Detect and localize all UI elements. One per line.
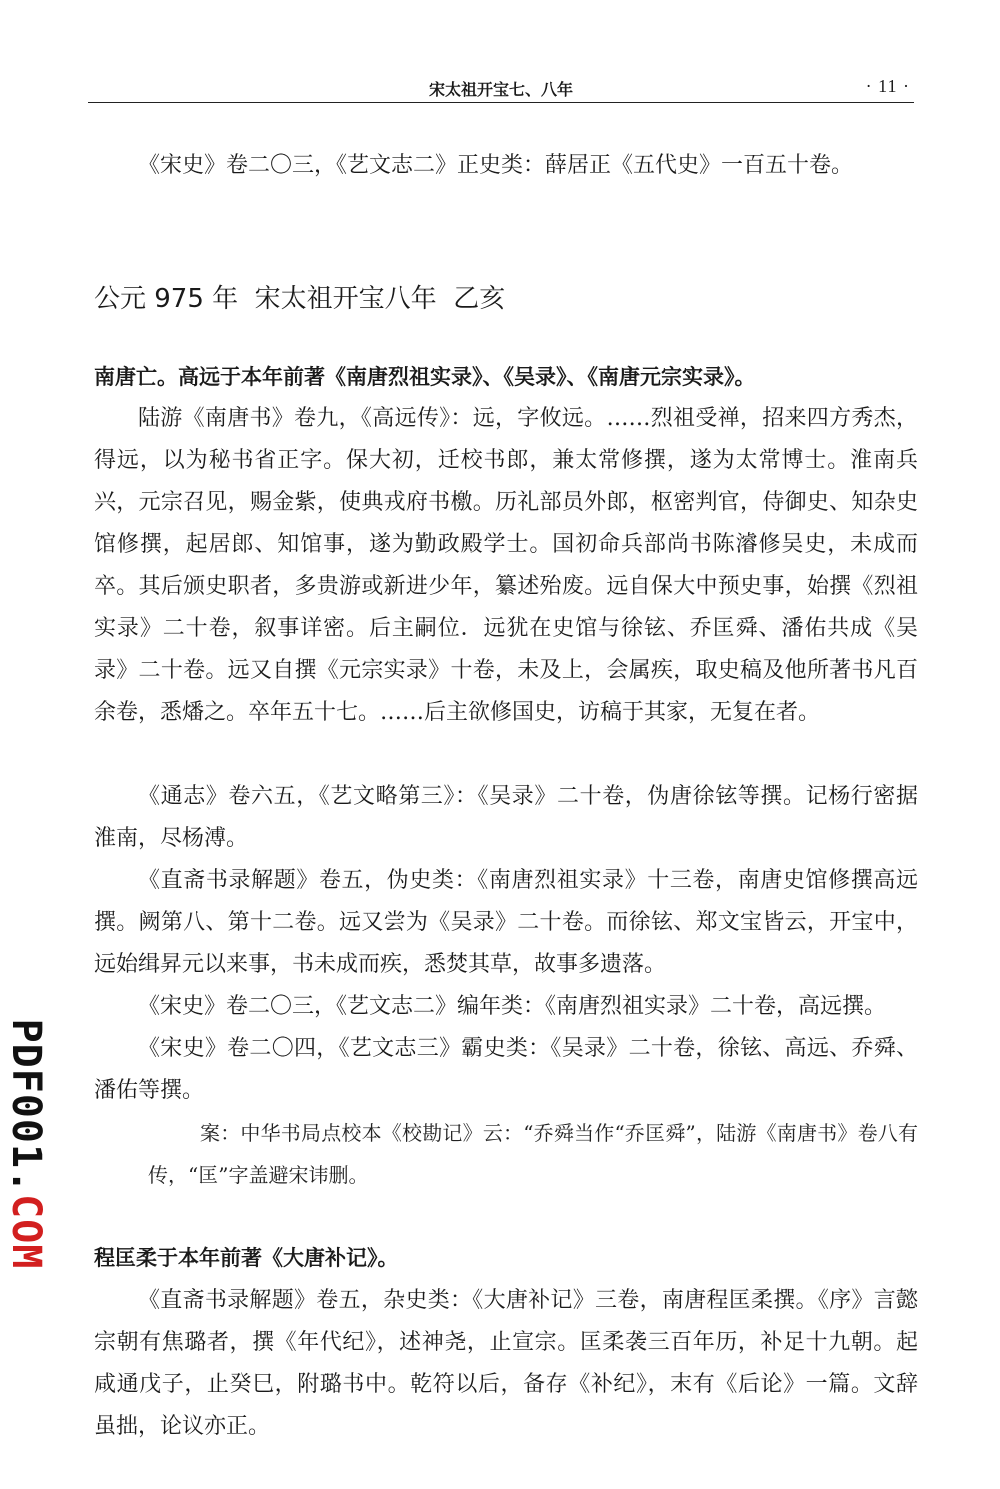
paragraph-tongzhi: 《通志》卷六五，《艺文略第三》：《吴录》二十卷，伪唐徐铉等撰。记杨行密据淮南，尽杨溥。 [94, 784, 918, 851]
paragraph-lu-you: 陆游《南唐书》卷九，《高远传》：远，字攸远。……烈祖受禅，招来四方秀杰，得远，以为秘书省正字。保大初，迁校书郎，兼太常修撰，遂为太常博士。淮南兵兴，元宗召见，赐金紫，使典戎府书檄。历礼部员外郎，枢密判官，侍御史、知杂史馆修撰，起居郎、知馆事，遂为勤政殿学士。国初命兵部尚书陈濬修吴史，未成而卒。其后颁史职者，多贵游或新进少年，纂述殆废。远自保大中预史事，始撰《烈祖实录》二十卷，叙事详密。后主嗣位．远犹在史馆与徐铉、乔匡舜、潘佑共成《吴录》二十卷。远又自撰《元宗实录》十卷，未及上，会属疾，取史稿及他所著书凡百余卷，悉燔之。卒年五十七。……后主欲修国史，访稿于其家，无复在者。 [94, 406, 918, 725]
year-heading: 公元 975 年 宋太祖开宝八年 乙亥 [94, 284, 506, 314]
paragraph-songshi-203: 《宋史》卷二〇三，《艺文志二》编年类：《南唐烈祖实录》二十卷，高远撰。 [138, 994, 887, 1019]
running-title: 宋太祖开宝七、八年 [428, 80, 573, 99]
watermark-text [3, 1019, 49, 1270]
watermark-part-2: COM [3, 1194, 49, 1270]
watermark [2, 1018, 50, 1270]
top-citation: 《宋史》卷二〇三，《艺文志二》正史类：薛居正《五代史》一百五十卷。 [138, 153, 854, 178]
paragraph-songshi-204: 《宋史》卷二〇四，《艺文志三》霸史类：《吴录》二十卷，徐铉、高远、乔舜、潘佑等撰。 [94, 1036, 918, 1103]
entry-heading-cheng-kuangrou: 程匡柔于本年前著《大唐补记》。 [94, 1245, 399, 1270]
watermark-part-1: PDF001. [3, 1018, 49, 1195]
entry-heading-southern-tang: 南唐亡。高远于本年前著《南唐烈祖实录》、《吴录》、《南唐元宗实录》。 [94, 364, 756, 389]
editor-note: 案：中华书局点校本《校勘记》云：“乔舜当作“乔匡舜”，陆游《南唐书》卷八有传，“匡”字盖避宋讳删。 [148, 1121, 918, 1187]
paragraph-zhizhai: 《直斋书录解题》卷五，伪史类：《南唐烈祖实录》十三卷，南唐史馆修撰高远撰。阙第八、第十二卷。远又尝为《吴录》二十卷。而徐铉、郑文宝皆云，开宝中，远始缉昇元以来事，书未成而疾，悉焚其草，故事多遗落。 [94, 868, 918, 977]
paragraph-datang-buji: 《直斋书录解题》卷五，杂史类：《大唐补记》三卷，南唐程匡柔撰。《序》言懿宗朝有焦璐者，撰《年代纪》，述神尧，止宣宗。匡柔袭三百年历，补足十九朝。起咸通戊子，止癸巳，附璐书中。乾符以后，备存《补纪》，末有《后论》一篇。文辞虽拙，论议亦正。 [94, 1288, 918, 1439]
page-number: · 11 · [865, 76, 910, 96]
running-header [88, 74, 914, 103]
